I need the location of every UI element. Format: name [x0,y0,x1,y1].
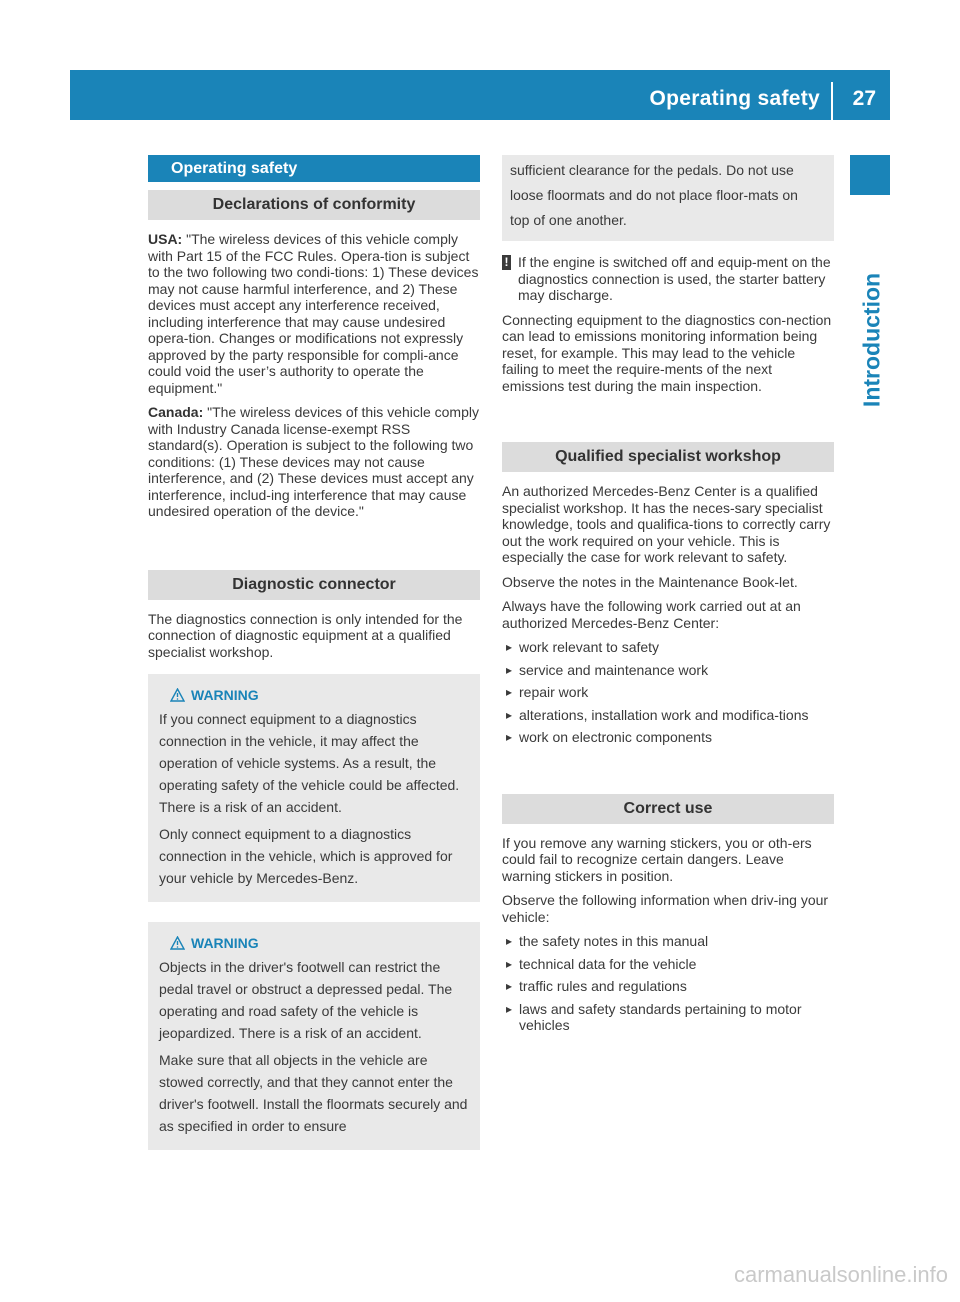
declarations-heading: Declarations of conformity [148,190,480,220]
notice-text: If the engine is switched off and equip-ment on the diagnostics connection is used, the starter battery may discharge. [518,254,831,303]
warning-triangle-icon [170,936,185,950]
list-item: ▸ traffic rules and regulations [506,978,687,994]
canada-text: "The wireless devices of this vehicle comply with Industry Canada license-exempt RSS standard(s). Operation is subject to the following two conditions: (1) These devices may not cause interference, and (2) These devices must accept any interference, includ-ing interference that may cause undesired operation of the device." [148,404,479,519]
section-title: Operating safety [148,155,480,182]
warning-box-2 [148,922,480,1150]
list-item: ▸ alterations, installation work and modifica-tions [506,706,809,723]
warning-text: Make sure that all objects in the vehicle are stowed correctly, and that they cannot enter the driver's footwell. Install the floormats securely and as specified in order to ensure [159,1052,468,1134]
bullet-icon: ▸ [506,1001,513,1016]
correct-use-list [502,933,834,1034]
workshop-p3: Always have the following work carried out at an authorized Mercedes-Benz Center: [502,598,801,631]
list-item: ▸ the safety notes in this manual [506,933,709,949]
watermark: carmanualsonline.info [733,1262,948,1287]
usa-label: USA: [148,231,183,247]
emissions-paragraph: Connecting equipment to the diagnostics con-nection can lead to emissions monitoring information being reset, for example. This may lead to the vehicle failing to meet the require-ments of the next emissions test during the main inspection. [502,311,832,394]
list-item: ▸ work on electronic components [506,729,712,745]
chapter-tab [850,155,890,195]
bullet-icon: ▸ [506,640,513,654]
warning-title: WARNING [191,935,259,951]
workshop-heading: Qualified specialist workshop [502,442,834,472]
warning-continued-box [502,155,834,241]
bullet-icon: ▸ [506,707,513,722]
left-column [148,155,480,1150]
right-column [502,155,834,1042]
warning-header [159,684,471,706]
warning-title: WARNING [191,687,259,703]
correct-use-p1: If you remove any warning stickers, you or oth-ers could fail to recognize certain dangers. Leave warning stickers in position. [502,834,812,884]
canada-label: Canada: [148,404,204,420]
usa-text: "The wireless devices of this vehicle comply with Part 15 of the FCC Rules. Opera-tion is subject to the two following two condi-tions: 1) These devices may not cause harmful interference, and 2) These devices must accept any interference received, including interference that may cause undesired opera-tion. Changes or modifications not expressly approved by the party responsible for compli-ance could void the user’s authority to operate the equipment." [148,231,479,396]
warning-box-1 [148,674,480,902]
workshop-list [502,639,834,746]
correct-use-heading: Correct use [502,794,834,824]
page-number: 27 [852,87,876,110]
canada-paragraph [148,404,480,520]
list-item: ▸ technical data for the vehicle [506,955,697,972]
correct-use-p2: Observe the following information when driv-ing your vehicle: [502,892,829,925]
bullet-icon: ▸ [506,685,513,699]
header-divider [831,82,833,120]
page-header [70,70,890,120]
notice [502,254,834,304]
bullet-icon: ▸ [506,979,513,993]
exclamation-icon: ! [502,255,511,270]
warning-triangle-icon [170,688,185,702]
diagnostic-intro: The diagnostics connection is only intended for the connection of diagnostic equipment at a qualified specialist workshop. [148,610,463,660]
bullet-icon: ▸ [506,730,513,744]
usa-paragraph [148,231,480,396]
list-item: ▸ laws and safety standards pertaining to motor vehicles [506,1000,802,1033]
bullet-icon: ▸ [506,934,513,948]
warning-header [159,932,471,954]
bullet-icon: ▸ [506,662,513,677]
workshop-p2: Observe the notes in the Maintenance Book-let. [502,573,798,590]
workshop-p1: An authorized Mercedes-Benz Center is a qualified specialist workshop. It has the neces-sary specialist knowledge, tools and qualifica-tions to correctly carry out the work required on your vehicle. This is especially the case for work relevant to safety. [502,483,831,565]
bullet-icon: ▸ [506,956,513,971]
list-item: ▸ work relevant to safety [506,639,660,655]
header-title: Operating safety [649,87,820,110]
diagnostic-heading: Diagnostic connector [148,570,480,600]
list-item: ▸ repair work [506,684,589,700]
warning-text: Objects in the driver's footwell can restrict the pedal travel or obstruct a depressed pedal. The operating and road safety of the vehicle is jeopardized. There is a risk of an accident. [159,959,453,1041]
chapter-label: Introduction [858,272,885,408]
warning-text: Only connect equipment to a diagnostics connection in the vehicle, which is approved for your vehicle by Mercedes-Benz. [159,826,453,886]
list-item: ▸ service and maintenance work [506,661,709,678]
warning-continued-text: sufficient clearance for the pedals. Do not use loose floormats and do not place floor-mats on top of one another. [510,162,798,228]
warning-text: If you connect equipment to a diagnostics connection in the vehicle, it may affect the operation of vehicle systems. As a result, the operating safety of the vehicle could be affected. There is a risk of an accident. [159,711,460,815]
